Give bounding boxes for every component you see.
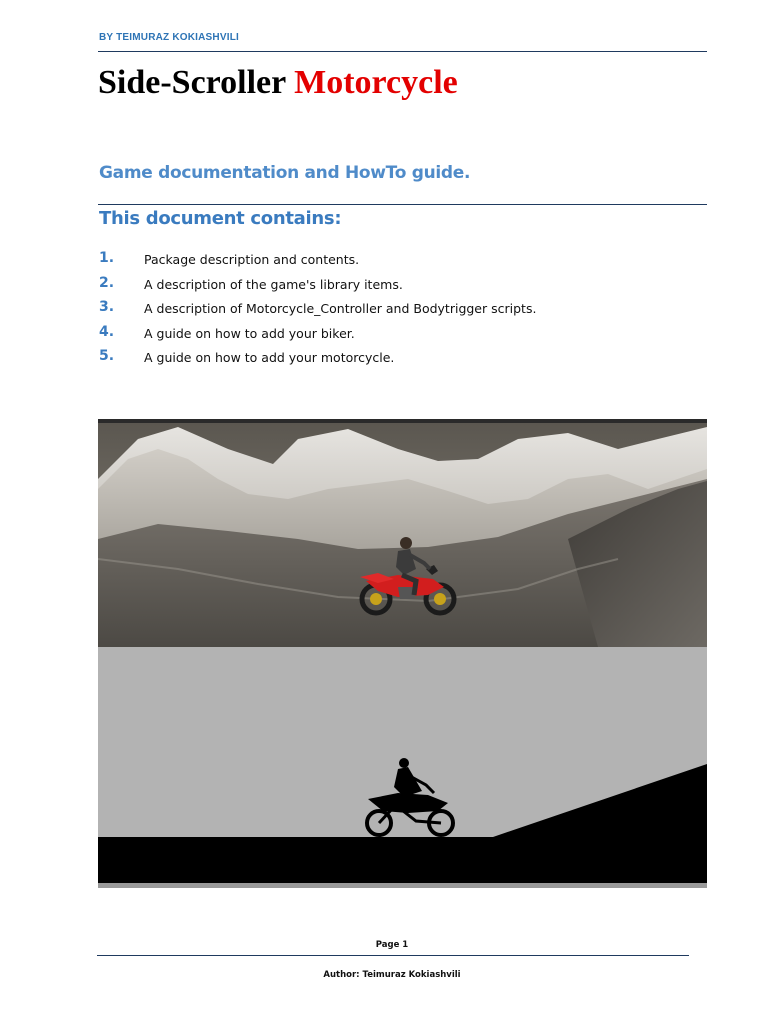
footer-rule	[97, 955, 689, 956]
footer-page-number: Page 1	[375, 940, 409, 950]
list-item	[99, 275, 699, 300]
subtitle-rule	[98, 204, 707, 205]
list-item	[99, 324, 699, 349]
scene-3d-view	[98, 419, 707, 647]
list-item-number: 4.	[99, 323, 115, 340]
list-item-text: A guide on how to add your motorcycle.	[144, 350, 395, 365]
title-part-1: Side-Scroller	[98, 64, 286, 101]
header-rule	[98, 51, 707, 52]
list-item-number: 2.	[99, 274, 115, 291]
footer-author: Author: Teimuraz Kokiashvili	[323, 970, 461, 980]
header-author-line: BY TEIMURAZ KOKIASHVILI	[99, 32, 239, 43]
list-item	[99, 250, 699, 275]
contents-list	[99, 250, 699, 373]
list-item	[99, 299, 699, 324]
scene-2d-silhouette-view	[98, 647, 707, 888]
list-item-number: 5.	[99, 348, 115, 364]
list-item-text: A guide on how to add your biker.	[144, 325, 355, 341]
document-title	[98, 64, 458, 102]
list-item-number: 3.	[99, 299, 115, 315]
list-item-text: Package description and contents.	[144, 252, 360, 267]
list-item-number: 1.	[99, 250, 115, 266]
document-subtitle: Game documentation and HowTo guide.	[99, 163, 471, 183]
contents-heading: This document contains:	[99, 208, 342, 229]
list-item	[99, 348, 699, 373]
title-part-2: Motorcycle	[294, 64, 458, 101]
list-item-text: A description of Motorcycle_Controller and Bodytrigger scripts.	[144, 301, 537, 316]
list-item-text: A description of the game's library items.	[144, 276, 403, 292]
game-screenshot	[98, 419, 707, 888]
